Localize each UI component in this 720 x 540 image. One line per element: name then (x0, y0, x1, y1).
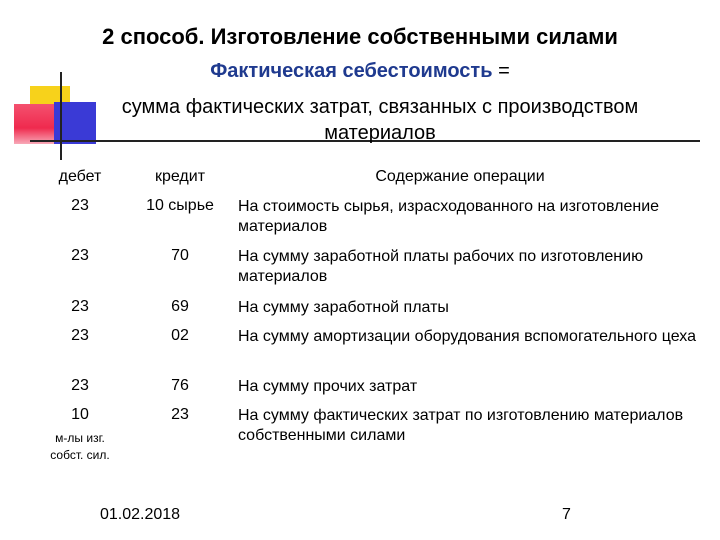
row-text: На сумму амортизации оборудования вспомогательного цеха (238, 328, 696, 345)
row-credit: 69 (171, 298, 189, 315)
row-text: На сумму заработной платы (238, 299, 449, 316)
row-note-line-2: собст. сил. (50, 448, 110, 462)
row-text: На стоимость сырья, израсходованного на изготовление материалов (238, 198, 660, 235)
formula-line-2: материалов (324, 122, 436, 144)
row-credit: 23 (171, 406, 189, 423)
row-debit: 23 (71, 247, 89, 264)
header-credit: кредит (154, 168, 206, 185)
subtitle-accent: Фактическая себестоимость (210, 60, 493, 82)
row-debit: 23 (71, 197, 89, 214)
header-content: Содержание операции (375, 168, 545, 185)
page-number: 7 (562, 506, 571, 523)
slide-title: 2 способ. Изготовление собственными силами (102, 24, 618, 49)
row-credit: 02 (171, 327, 189, 344)
row-debit: 23 (71, 377, 89, 394)
row-note-line-1: м-лы изг. (55, 431, 105, 445)
footer-date: 01.02.2018 (100, 506, 181, 523)
row-debit: 23 (71, 298, 89, 315)
slide-subtitle (0, 60, 720, 83)
row-text: На сумму прочих затрат (238, 378, 418, 395)
subtitle-equals: = (492, 60, 510, 82)
row-credit: 70 (171, 247, 189, 264)
formula-text (40, 94, 720, 146)
row-note (30, 430, 130, 464)
row-credit: 10 сырье (146, 197, 214, 214)
formula-line-1: сумма фактических затрат, связанных с производством (121, 96, 639, 118)
header-debit: дебет (58, 168, 102, 185)
row-debit: 10 (71, 406, 89, 423)
row-text: На сумму фактических затрат по изготовлению материалов собственными силами (238, 407, 684, 444)
row-credit: 76 (171, 377, 189, 394)
row-debit: 23 (71, 327, 89, 344)
row-text: На сумму заработной платы рабочих по изготовлению материалов (238, 248, 644, 285)
